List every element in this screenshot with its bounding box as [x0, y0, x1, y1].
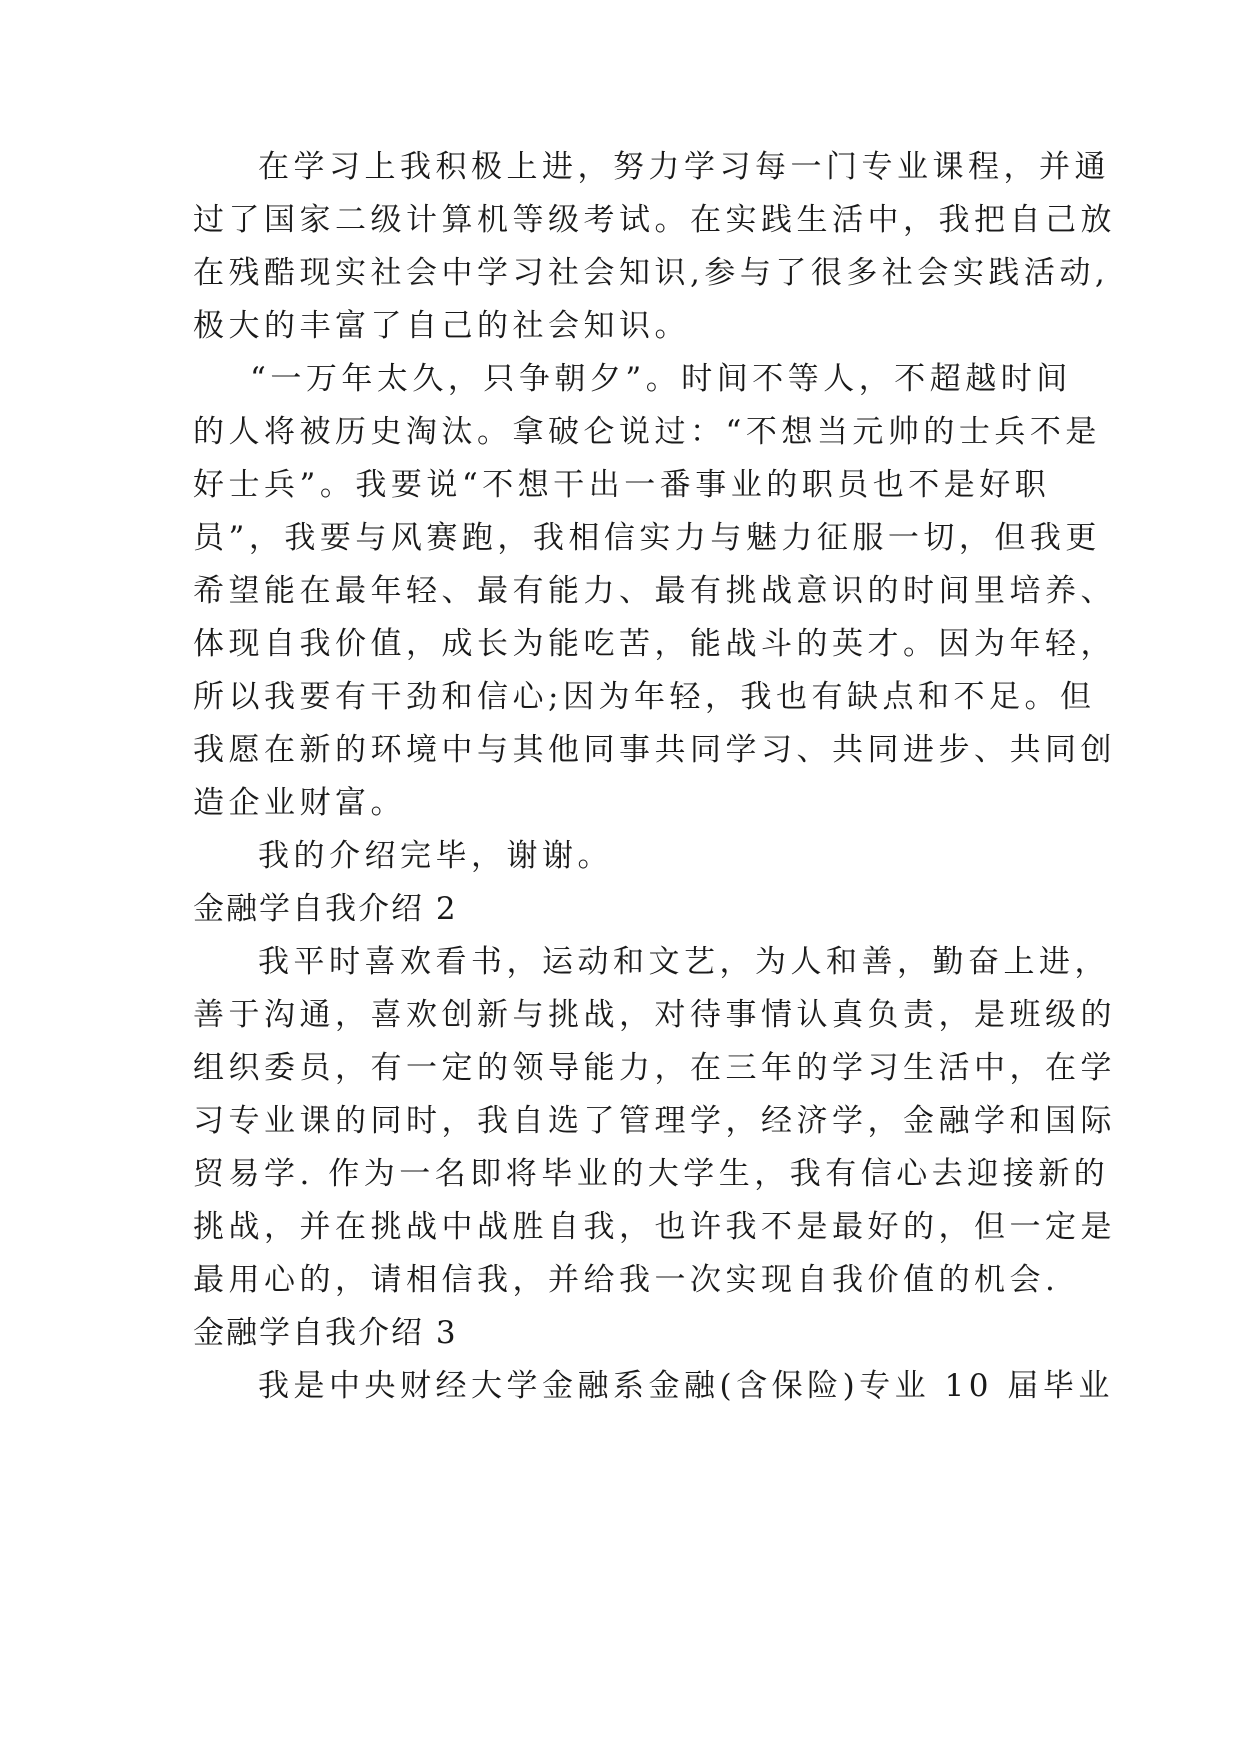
paragraph-2-line: 所以我要有干劲和信心;因为年轻，我也有缺点和不足。但	[193, 679, 1096, 715]
paragraph-4-line: 最用心的，请相信我，并给我一次实现自我价值的机会.	[193, 1262, 1060, 1298]
paragraph-4-line: 善于沟通，喜欢创新与挑战，对待事情认真负责，是班级的	[193, 997, 1116, 1033]
section-heading-2: 金融学自我介绍 2	[193, 891, 458, 927]
paragraph-4-line: 组织委员，有一定的领导能力，在三年的学习生活中，在学	[193, 1050, 1116, 1086]
section-heading-3: 金融学自我介绍 3	[193, 1315, 458, 1351]
paragraph-2-line: 的人将被历史淘汰。拿破仑说过：“不想当元帅的士兵不是	[193, 414, 1101, 450]
paragraph-2-line: 希望能在最年轻、最有能力、最有挑战意识的时间里培养、	[193, 573, 1116, 609]
paragraph-4-line: 挑战，并在挑战中战胜自我，也许我不是最好的，但一定是	[193, 1209, 1116, 1245]
paragraph-3-line: 我的介绍完毕，谢谢。	[258, 838, 613, 874]
paragraph-4-line: 贸易学. 作为一名即将毕业的大学生，我有信心去迎接新的	[193, 1156, 1110, 1192]
paragraph-4-line: 习专业课的同时，我自选了管理学，经济学，金融学和国际	[193, 1103, 1116, 1139]
paragraph-1-line: 极大的丰富了自己的社会知识。	[193, 308, 690, 344]
paragraph-5-line: 我是中央财经大学金融系金融(含保险)专业 10 届毕业	[258, 1368, 1114, 1404]
paragraph-2-line: “一万年太久，只争朝夕”。时间不等人，不超越时间	[250, 361, 1072, 397]
paragraph-2-line: 我愿在新的环境中与其他同事共同学习、共同进步、共同创	[193, 732, 1116, 768]
paragraph-2-line: 员”，我要与风赛跑，我相信实力与魅力征服一切，但我更	[193, 520, 1101, 556]
paragraph-1-line: 过了国家二级计算机等级考试。在实践生活中，我把自己放	[193, 202, 1116, 238]
paragraph-2-line: 体现自我价值，成长为能吃苦，能战斗的英才。因为年轻，	[193, 626, 1116, 662]
paragraph-1-line: 在学习上我积极上进，努力学习每一门专业课程，并通	[258, 149, 1110, 185]
paragraph-1-line: 在残酷现实社会中学习社会知识,参与了很多社会实践活动,	[193, 255, 1110, 291]
paragraph-4-line: 我平时喜欢看书，运动和文艺，为人和善，勤奋上进，	[258, 944, 1110, 980]
paragraph-2-line: 好士兵”。我要说“不想干出一番事业的职员也不是好职	[193, 467, 1051, 503]
paragraph-2-line: 造企业财富。	[193, 785, 406, 821]
